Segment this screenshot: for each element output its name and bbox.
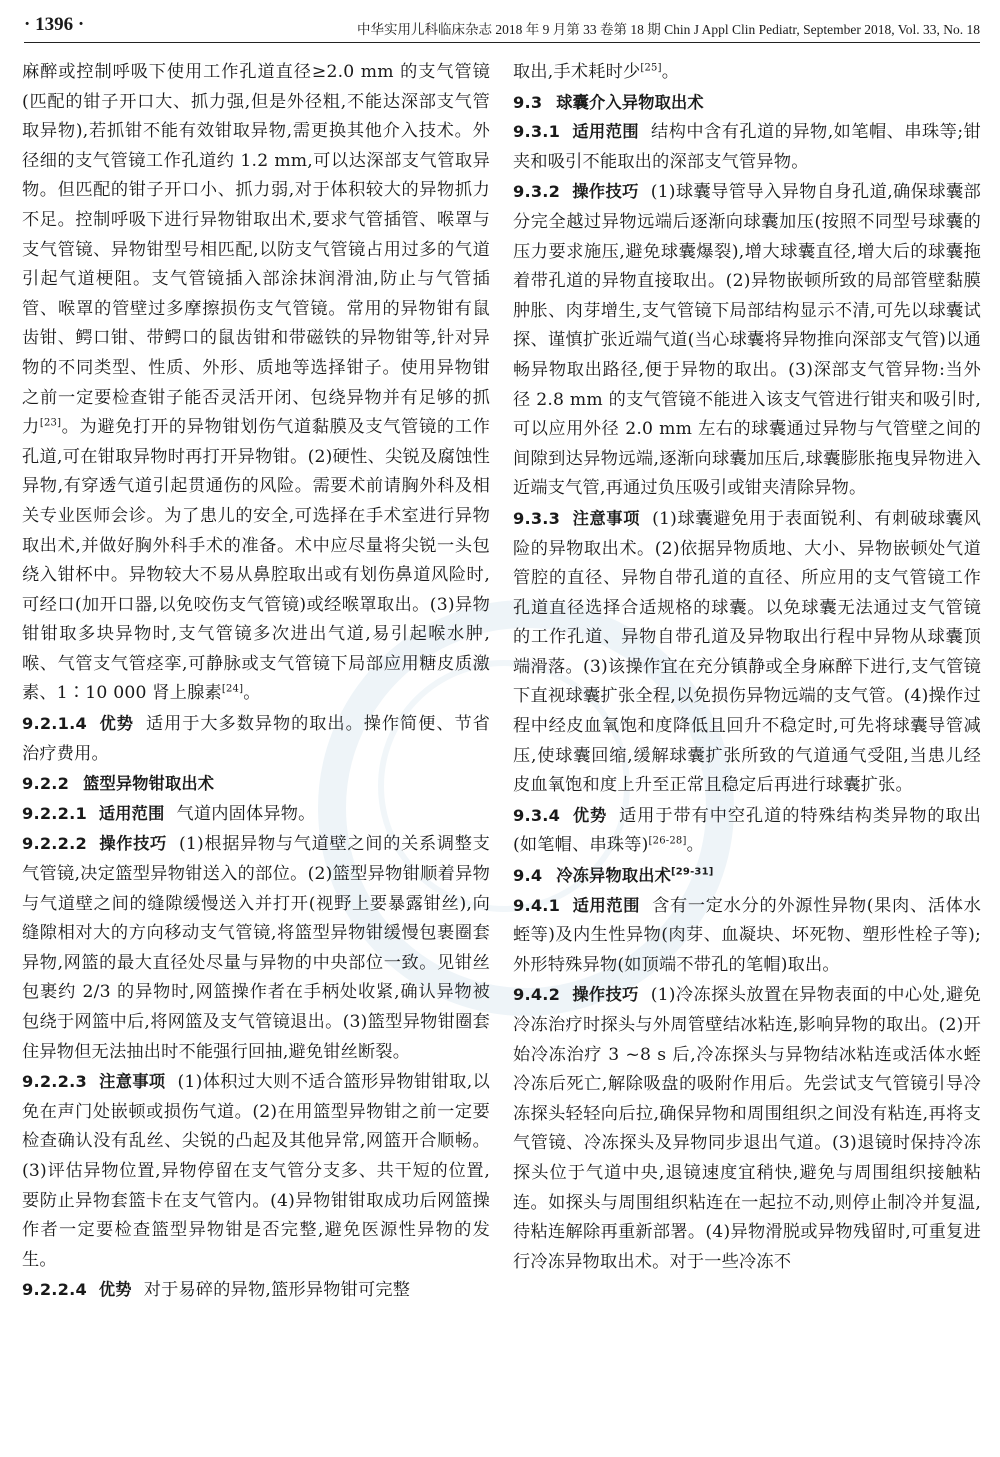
section-text: (1)冷冻探头放置在异物表面的中心处,避免冷冻治疗时探头与外周管壁结冰粘连,影响异物的取出。(2)开始冷冻治疗 3 ~8 s 后,冷冻探头与异物结冰粘连或活体水蛭冷冻后死亡,解除吸盘的吸附作用后。先尝试支气管镜引导冷冻探头轻轻向后拉,确保异物和周围组织之间没有粘连,再将支气管镜、冷冻探头及异物同步退出气道。(3)退镜时保持冷冻探头位于气道中央,退镜速度宜稍快,避免与周围组织接触粘连。如探头与周围组织粘连在一起拉不动,则停止制冷并复温,待粘连解除再重新部署。(4)异物滑脱或异物残留时,可重复进行冷冻异物取出术。对于一些冷冻不 [513, 985, 981, 1272]
subsection [22, 799, 490, 830]
section-label: 优势 [98, 1280, 132, 1300]
section-label: 优势 [98, 714, 134, 734]
citation: [23] [39, 417, 62, 429]
section-label: 操作技巧 [98, 834, 167, 854]
section-number: 9.4.1 [513, 895, 561, 915]
citation: [26-28] [648, 835, 687, 847]
subsection [513, 891, 981, 981]
paragraph: 麻醉或控制呼吸下使用工作孔道直径≥2.0 mm 的支气管镜(匹配的钳子开口大、抓力强,但是外径粗,不能达深部支气管取异物),若抓钳不能有效钳取异物,需更换其他介入技术。外径细的支气管镜工作孔道约 1.2 mm,可以达深部支气管取异物。但匹配的钳子开口小、抓力弱,对于体积较大的异物抓力不足。控制呼吸下进行异物钳取出术,要求气管插管、喉罩与支气管镜、异物钳型号相匹配,以防支气管镜占用过多的气道引起气道梗阻。支气管镜插入部涂抹润滑油,防止与气管插管、喉罩的管壁过多摩擦损伤支气管镜。常用的异物钳有鼠齿钳、鳄口钳、带鳄口的鼠齿钳和带磁铁的异物钳等,针对异物的不同类型、性质、外形、质地等选择钳子。使用异物钳之前一定要检查钳子能否灵活开闭、包绕异物并有足够的抓力[23]。为避免打开的异物钳划伤气道黏膜及支气管镜的工作孔道,可在钳取异物时再打开异物钳。(2)硬性、尖锐及腐蚀性异物,有穿透气道引起贯通伤的风险。需要术前请胸外科及相关专业医师会诊。为了患儿的安全,可选择在手术室进行异物取出术,并做好胸外科手术的准备。术中应尽量将尖锐一头包绕入钳杯中。异物较大不易从鼻腔取出或有划伤鼻道风险时,可经口(加开口器,以免咬伤支气管镜)或经喉罩取出。(3)异物钳钳取多块异物时,支气管镜多次进出气道,易引起喉水肿,喉、气管支气管痉挛,可静脉或支气管镜下局部应用糖皮质激素、1∶10 000 肾上腺素[24]。 [22, 62, 490, 704]
section-label: 适用范围 [572, 122, 640, 142]
section-number: 9.2.1.4 [22, 714, 87, 734]
section-text: 适用于大多数异物的取出。操作简便、节省治疗费用。 [22, 714, 490, 764]
citation: [24] [221, 683, 244, 695]
section-number: 9.3.3 [513, 508, 561, 528]
section-label: 适用范围 [572, 895, 641, 915]
subsection [513, 117, 981, 177]
subsection [22, 1067, 490, 1275]
section-text: 含有一定水分的外源性异物(果肉、活体水蛭等)及内生性异物(肉芽、血凝块、坏死物、塑形性栓子等);外形特殊异物(如顶端不带孔的笔帽)取出。 [513, 895, 981, 975]
right-column [513, 58, 981, 1277]
section-label: 操作技巧 [572, 985, 639, 1005]
section-heading: 9.4 冷冻异物取出术[29-31] [513, 866, 714, 886]
section-number: 9.2.2.2 [22, 834, 87, 854]
section-heading: 9.2.2 篮型异物钳取出术 [22, 774, 215, 794]
section-label: 注意事项 [572, 508, 641, 528]
section-label: 适用范围 [98, 803, 165, 823]
section-text: 对于易碎的异物,篮形异物钳可完整 [143, 1280, 411, 1301]
subsection [22, 709, 490, 769]
section-text: 适用于带有中空孔道的特殊结构类异物的取出(如笔帽、串珠等) [513, 805, 981, 856]
section-number: 9.2.2.3 [22, 1072, 87, 1092]
section-number: 9.3.4 [513, 805, 561, 825]
section-text: (1)球囊避免用于表面锐利、有刺破球囊风险的异物取出术。(2)依据异物质地、大小、异物嵌顿处气道管腔的直径、异物自带孔道的直径、所应用的支气管镜工作孔道直径选择合适规格的球囊。以免球囊无法通过支气管镜的工作孔道、异物自带孔道及异物取出行程中异物从球囊顶端滑落。(3)该操作宜在充分镇静或全身麻醉下进行,支气管镜下直视球囊扩张全程,以免损伤异物远端的支气管。(4)操作过程中经皮血氧饱和度降低且回升不稳定时,可先将球囊导管减压,使球囊回缩,缓解球囊扩张所致的气道通气受阻,当患儿经皮血氧饱和度上升至正常且稳定后再进行球囊扩张。 [513, 508, 981, 796]
citation: [29-31] [671, 866, 714, 878]
section-text: 结构中含有孔道的异物,如笔帽、串珠等;钳夹和吸引不能取出的深部支气管异物。 [513, 122, 981, 172]
subsection [513, 504, 981, 801]
section-text: (1)根据异物与气道壁之间的关系调整支气管镜,决定篮型异物钳送入的部位。(2)篮型异物钳顺着异物与气道壁之间的缝隙缓慢送入并打开(视野上要暴露钳丝),向缝隙相对大的方向移动支气管镜,将篮型异物钳缓慢包裹圈套异物,网篮的最大直径处尽量与异物的中央部位一致。见钳丝包裹约 2/3 的异物时,网篮操作者在手柄处收紧,确认异物被包绕于网篮中后,将网篮及支气管镜退出。(3)篮型异物钳圈套住异物但无法抽出时不能强行回抽,避免钳丝断裂。 [22, 834, 490, 1062]
section-text: (1)球囊导管导入异物自身孔道,确保球囊部分完全越过异物远端后逐渐向球囊加压(按照不同型号球囊的压力要求施压,避免球囊爆裂),增大球囊直径,增大后的球囊拖着带孔道的异物直接取出。(2)异物嵌顿所致的局部管壁黏膜肿胀、肉芽增生,支气管镜下局部结构显示不清,可先以球囊试探、谨慎扩张近端气道(当心球囊将异物推向深部支气管)以通畅异物取出路径,便于异物的取出。(3)深部支气管异物:当外径 2.8 mm 的支气管镜不能进入该支气管进行钳夹和吸引时,可以应用外径 2.0 mm 左右的球囊通过异物与气管壁之间的间隙到达异物远端,逐渐向球囊加压后,球囊膨胀拖曳异物进入近端支气管,再通过负压吸引或钳夹清除异物。 [513, 182, 981, 499]
section-number: 9.4.2 [513, 985, 561, 1005]
section-number: 9.2.2.4 [22, 1280, 87, 1300]
section-number: 9.3.2 [513, 182, 561, 202]
page-header [24, 8, 980, 43]
section-number: 9.2.2.1 [22, 803, 87, 823]
subsection: 9.3.4 优势 适用于带有中空孔道的特殊结构类异物的取出(如笔帽、串珠等)[26-28]。 [513, 805, 981, 856]
section-label: 注意事项 [98, 1072, 166, 1092]
subsection [22, 829, 490, 1067]
subsection [513, 980, 981, 1277]
citation: [25] [640, 62, 662, 74]
section-label: 操作技巧 [572, 182, 639, 202]
section-label: 优势 [572, 805, 608, 825]
section-heading: 9.3 球囊介入异物取出术 [513, 92, 704, 112]
section-number: 9.3.1 [513, 122, 561, 142]
subsection [513, 177, 981, 504]
journal-citation: 中华实用儿科临床杂志 2018 年 9 月第 33 卷第 18 期 Chin J Appl Clin Pediatr, September 2018, Vol. 33, No. 18 [357, 22, 980, 37]
section-text: (1)体积过大则不适合篮形异物钳钳取,以免在声门处嵌顿或损伤气道。(2)在用篮型异物钳之前一定要检查确认没有乱丝、尖锐的凸起及其他异常,网篮开合顺畅。(3)评估异物位置,异物停留在支气管分支多、共干短的位置,要防止异物套篮卡在支气管内。(4)异物钳钳取成功后网篮操作者一定要检查篮型异物钳是否完整,避免医源性异物的发生。 [22, 1072, 490, 1270]
page-number: · 1396 · [24, 14, 85, 35]
subsection [22, 1275, 490, 1306]
section-text: 气道内固体异物。 [176, 803, 316, 824]
left-column [22, 58, 490, 1306]
paragraph: 取出,手术耗时少[25]。 [513, 62, 680, 82]
